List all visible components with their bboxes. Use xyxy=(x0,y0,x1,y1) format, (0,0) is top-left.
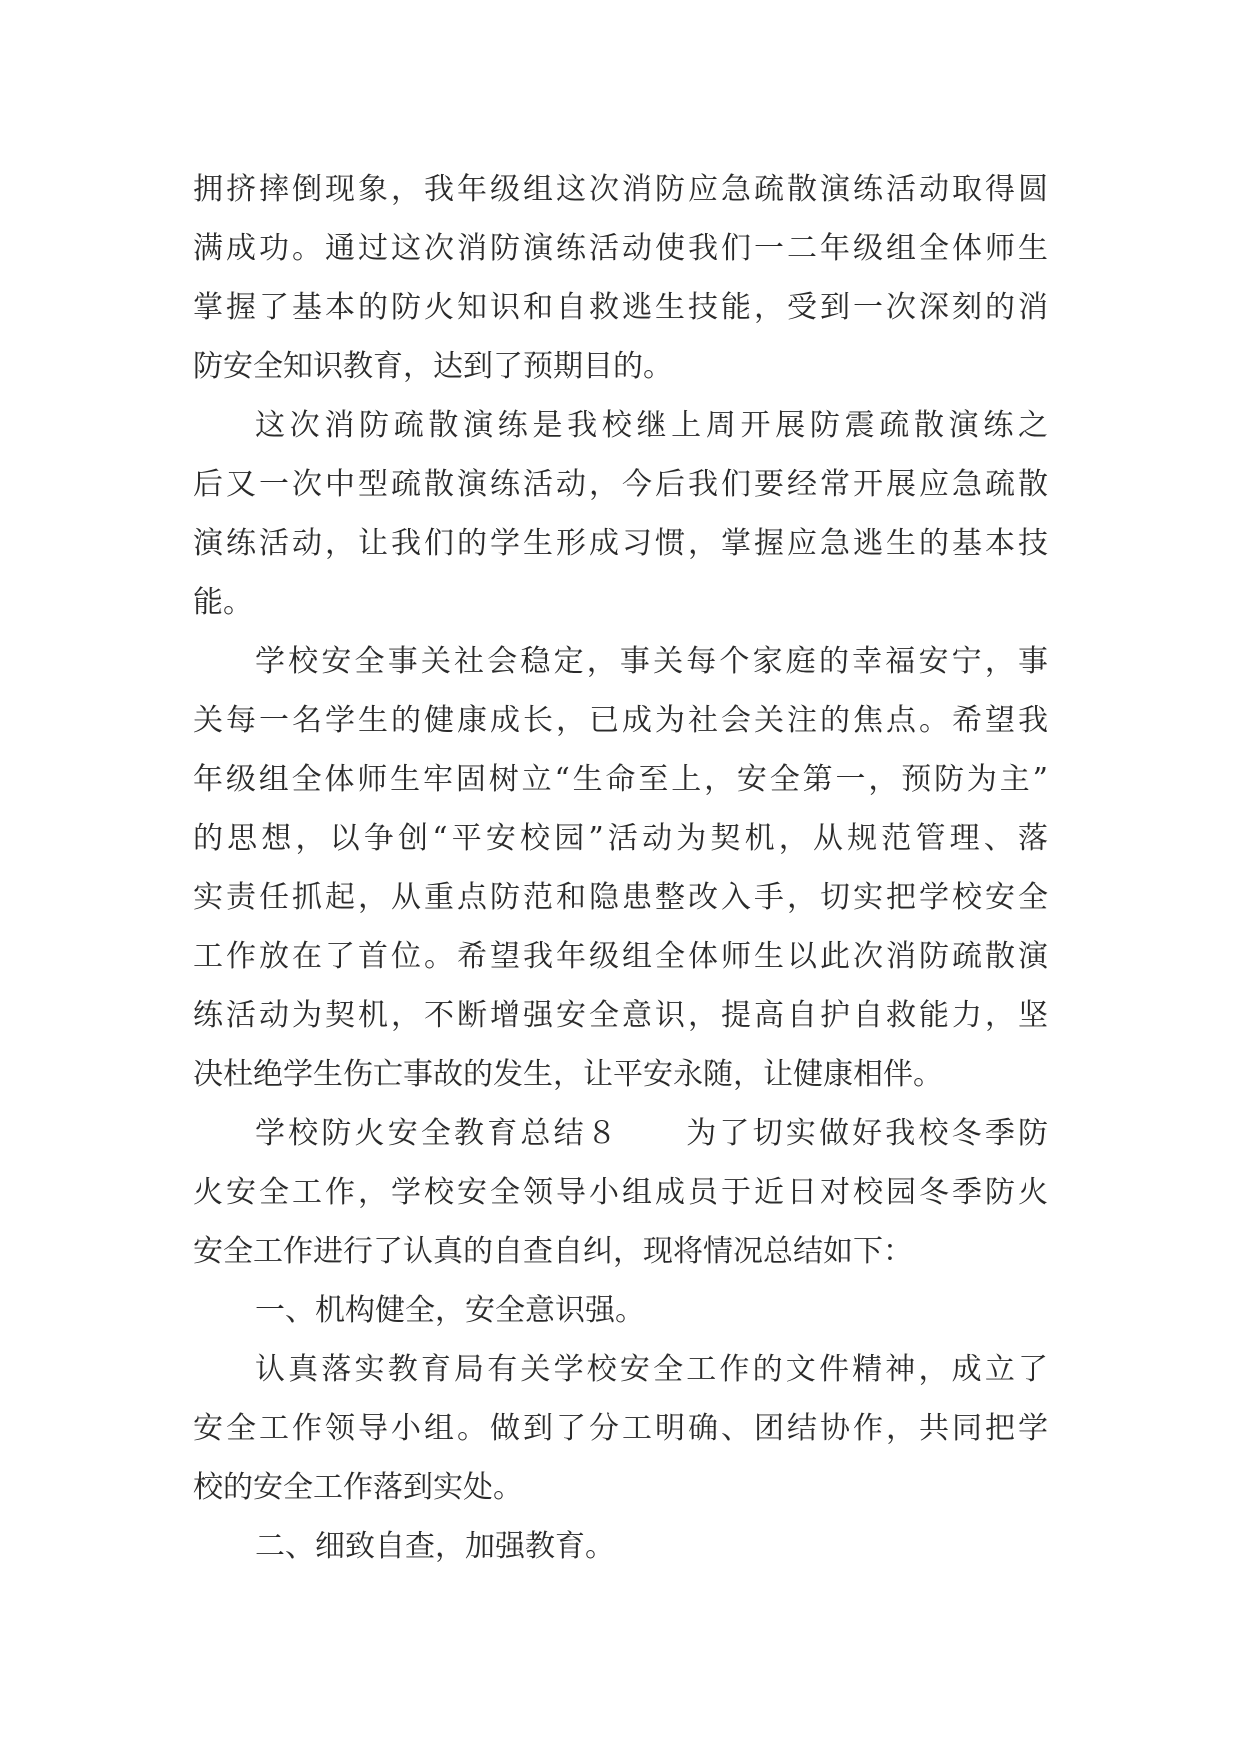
text-line: 学校安全事关社会稳定，事关每个家庭的幸福安宁，事 xyxy=(255,644,1048,679)
text-line: 练活动为契机，不断增强安全意识，提高自护自救能力，坚 xyxy=(193,998,1048,1033)
section-heading: 二、细致自查，加强教育。 xyxy=(255,1529,615,1564)
text-line: 工作放在了首位。希望我年级组全体师生以此次消防疏散演 xyxy=(193,939,1048,974)
text-line: 的思想，以争创“平安校园”活动为契机，从规范管理、落 xyxy=(193,821,1048,856)
text-line: 火安全工作，学校安全领导小组成员于近日对校园冬季防火 xyxy=(193,1175,1048,1210)
text-line: 拥挤摔倒现象，我年级组这次消防应急疏散演练活动取得圆 xyxy=(193,172,1048,207)
text-line: 决杜绝学生伤亡事故的发生，让平安永随，让健康相伴。 xyxy=(193,1057,943,1092)
document-body xyxy=(193,160,1048,1576)
text-line: 校的安全工作落到实处。 xyxy=(193,1470,523,1505)
text-line: 掌握了基本的防火知识和自救逃生技能，受到一次深刻的消 xyxy=(193,290,1048,325)
text-line: 实责任抓起，从重点防范和隐患整改入手，切实把学校安全 xyxy=(193,880,1048,915)
text-line: 能。 xyxy=(193,585,253,620)
text-line: 年级组全体师生牢固树立“生命至上，安全第一，预防为主” xyxy=(193,762,1048,797)
text-line: 满成功。通过这次消防演练活动使我们一二年级组全体师生 xyxy=(193,231,1048,266)
text-line: 防安全知识教育，达到了预期目的。 xyxy=(193,349,673,384)
text-line: 这次消防疏散演练是我校继上周开展防震疏散演练之 xyxy=(255,408,1048,443)
text-line: 演练活动，让我们的学生形成习惯，掌握应急逃生的基本技 xyxy=(193,526,1048,561)
text-line: 关每一名学生的健康成长，已成为社会关注的焦点。希望我 xyxy=(193,703,1048,738)
text-line: 认真落实教育局有关学校安全工作的文件精神，成立了 xyxy=(255,1352,1048,1387)
text-line: 后又一次中型疏散演练活动，今后我们要经常开展应急疏散 xyxy=(193,467,1048,502)
text-line: 安全工作领导小组。做到了分工明确、团结协作，共同把学 xyxy=(193,1411,1048,1446)
section-heading: 一、机构健全，安全意识强。 xyxy=(255,1293,645,1328)
text-line: 学校防火安全教育总结８ 为了切实做好我校冬季防 xyxy=(255,1116,1048,1151)
text-line: 安全工作进行了认真的自查自纠，现将情况总结如下： xyxy=(193,1234,913,1269)
